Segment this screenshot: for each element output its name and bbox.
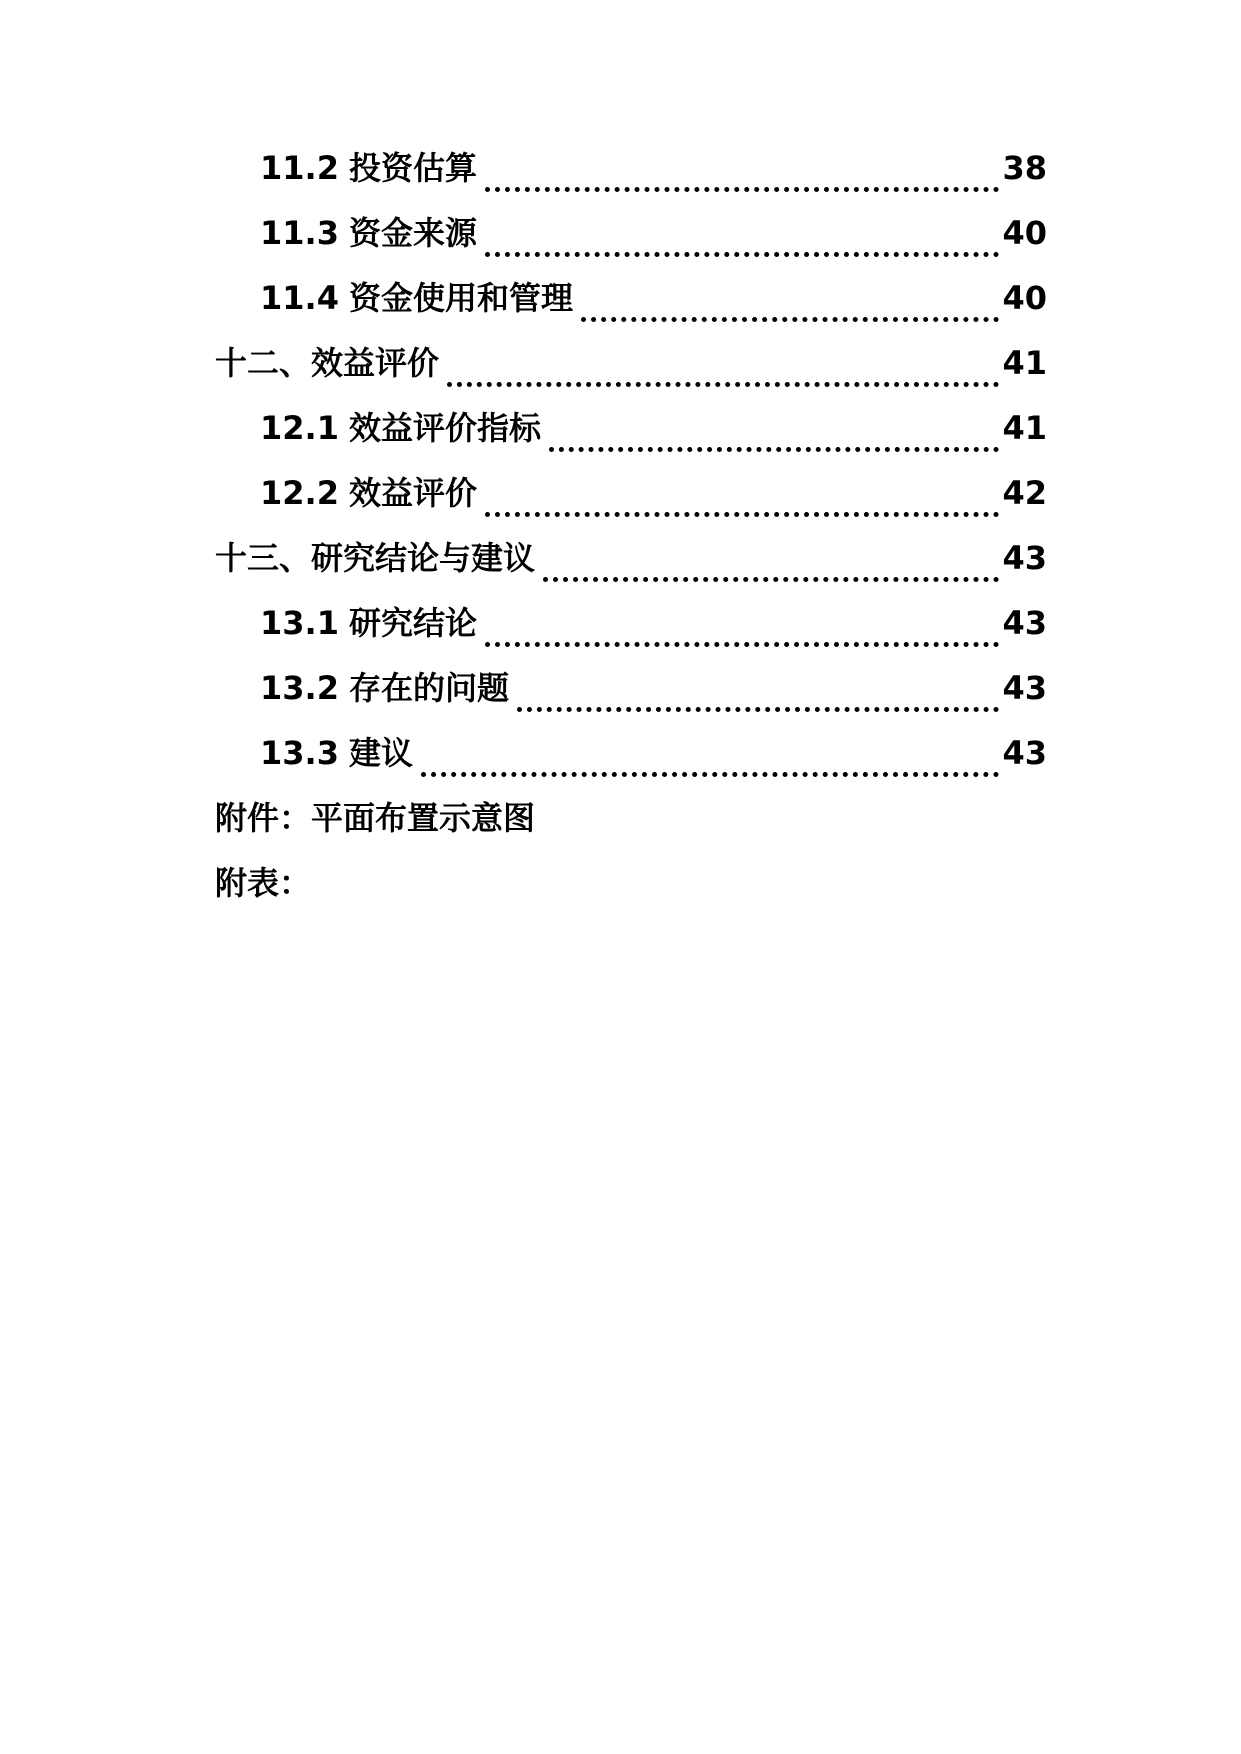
toc-entry-number: 11.4 <box>260 279 339 317</box>
dot-leader <box>485 616 1000 656</box>
toc-entry-number: 12.1 <box>260 409 339 447</box>
dot-leader <box>543 551 999 591</box>
toc-entry-page: 41 <box>1002 409 1047 447</box>
toc-entry-13-1[interactable] <box>215 603 1047 668</box>
toc-entry-title: 存在的问题 <box>348 669 509 707</box>
toc-entry-page: 43 <box>1002 604 1047 642</box>
toc-entry-title: 研究结论 <box>348 604 477 642</box>
toc-entry-page: 42 <box>1002 474 1047 512</box>
table-of-contents <box>215 148 1047 928</box>
dot-leader <box>447 356 999 396</box>
toc-entry-13-2[interactable] <box>215 668 1047 733</box>
toc-entry-page: 41 <box>1002 344 1047 382</box>
toc-entry-number: 13.2 <box>260 669 339 707</box>
toc-entry-title: 建议 <box>348 734 413 772</box>
toc-entry-title: 投资估算 <box>348 149 477 187</box>
toc-chapter-12[interactable] <box>215 343 1047 408</box>
toc-entry-title: 效益评价指标 <box>348 409 541 447</box>
toc-entry-number: 11.3 <box>260 214 339 252</box>
toc-entry-number: 11.2 <box>260 149 339 187</box>
dot-leader <box>421 746 1000 786</box>
toc-entry-number: 13.1 <box>260 604 339 642</box>
toc-entry-page: 38 <box>1002 149 1047 187</box>
dot-leader <box>485 486 1000 526</box>
toc-entry-12-2[interactable] <box>215 473 1047 538</box>
toc-entry-12-1[interactable] <box>215 408 1047 473</box>
toc-entry-11-4[interactable] <box>215 278 1047 343</box>
toc-entry-11-3[interactable] <box>215 213 1047 278</box>
toc-entry-number: 12.2 <box>260 474 339 512</box>
toc-chapter-title: 十二、效益评价 <box>215 344 440 382</box>
dot-leader <box>549 421 1000 461</box>
dot-leader <box>517 681 1000 721</box>
dot-leader <box>485 161 1000 201</box>
toc-entry-13-3[interactable] <box>215 733 1047 798</box>
toc-entry-title: 资金来源 <box>348 214 477 252</box>
toc-entry-page: 43 <box>1002 734 1047 772</box>
toc-entry-title: 资金使用和管理 <box>348 279 573 317</box>
dot-leader <box>581 291 1000 331</box>
toc-entry-page: 43 <box>1002 539 1047 577</box>
toc-entry-number: 13.3 <box>260 734 339 772</box>
toc-entry-page: 40 <box>1002 214 1047 252</box>
toc-chapter-title: 十三、研究结论与建议 <box>215 539 536 577</box>
dot-leader <box>485 226 1000 266</box>
toc-entry-page: 40 <box>1002 279 1047 317</box>
toc-chapter-13[interactable] <box>215 538 1047 603</box>
toc-entry-11-2[interactable] <box>215 148 1047 213</box>
appendix-tables: 附表： <box>215 864 312 902</box>
toc-entry-title: 效益评价 <box>348 474 477 512</box>
toc-entry-page: 43 <box>1002 669 1047 707</box>
appendix-attachment: 附件：平面布置示意图 <box>215 799 536 837</box>
